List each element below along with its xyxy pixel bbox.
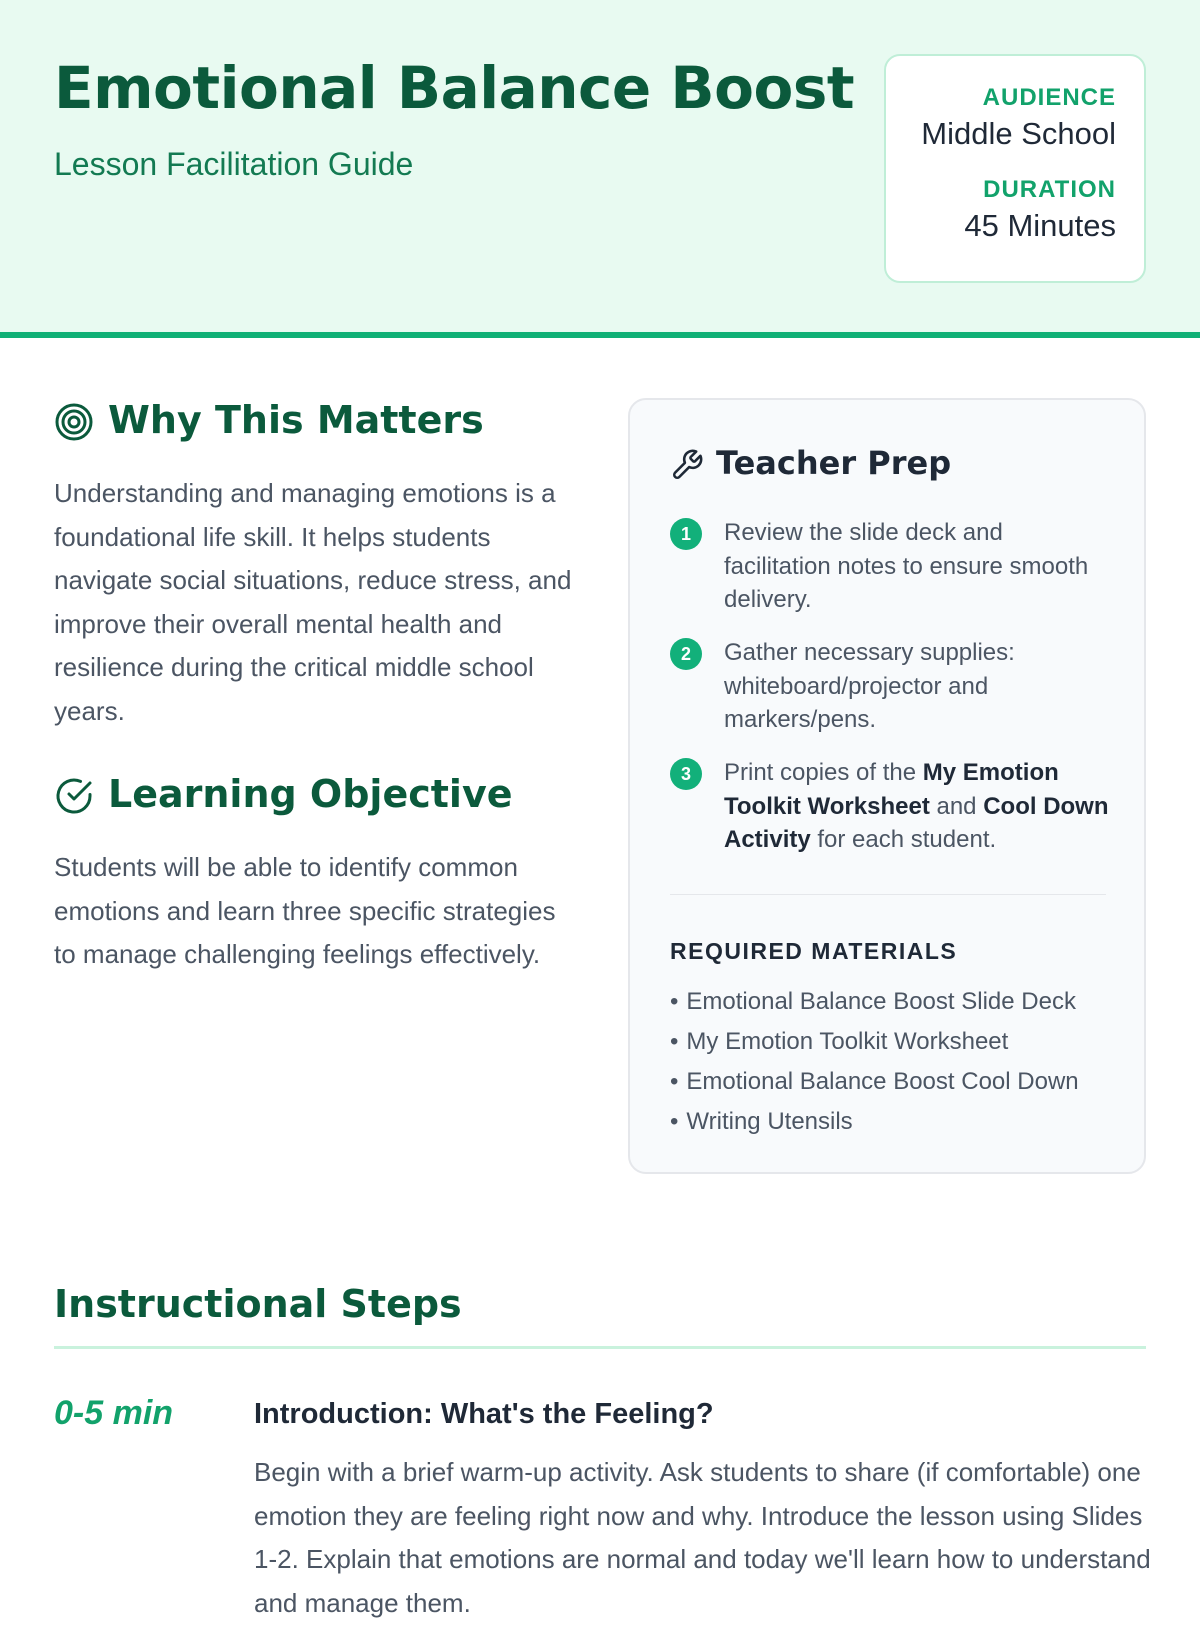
list-item: • Emotional Balance Boost Cool Down	[670, 1062, 1079, 1102]
why-text: Understanding and managing emotions is a foundational life skill. It helps students navigate social situations, reduce stress, and improve their overall mental health and resilience during the critical middle school years.	[54, 478, 572, 726]
step-title: Introduction: What's the Feeling?	[254, 1398, 714, 1430]
prep-step-text: Review the slide deck and facilitation notes to ensure smooth delivery.	[724, 519, 1089, 613]
step-number-badge: 1	[670, 518, 702, 550]
activity-name: Cool Down Activity	[724, 792, 1109, 853]
step-number-badge: 3	[670, 758, 702, 790]
objective-heading-text: Learning Objective	[108, 772, 513, 816]
header-banner	[0, 0, 1200, 338]
list-item: • Emotional Balance Boost Slide Deck	[670, 982, 1079, 1022]
prep-step-text: Gather necessary supplies: whiteboard/projector and markers/pens.	[724, 639, 1015, 733]
prep-heading-text: Teacher Prep	[716, 444, 952, 482]
list-item: • My Emotion Toolkit Worksheet	[670, 1022, 1079, 1062]
audience-value: Middle School	[921, 116, 1116, 151]
audience-label: AUDIENCE	[982, 84, 1116, 111]
materials-heading: REQUIRED MATERIALS	[670, 938, 958, 964]
prep-step-text: Print copies of the My Emotion Toolkit Worksheet and Cool Down Activity for each student.	[724, 759, 1109, 853]
instructional-steps-heading: Instructional Steps	[54, 1282, 462, 1326]
page-subtitle: Lesson Facilitation Guide	[54, 146, 414, 182]
step-number-badge: 2	[670, 638, 702, 670]
worksheet-name: My Emotion Toolkit Worksheet	[724, 759, 1059, 820]
divider	[670, 894, 1106, 895]
target-icon	[54, 402, 94, 442]
teacher-prep-card	[628, 398, 1146, 1174]
why-heading-text: Why This Matters	[108, 398, 484, 442]
divider	[54, 1346, 1146, 1349]
page-title: Emotional Balance Boost	[54, 54, 855, 122]
materials-list	[670, 982, 1079, 1142]
wrench-icon	[670, 448, 704, 482]
step-time: 0-5 min	[54, 1394, 174, 1432]
check-circle-icon	[54, 776, 94, 816]
objective-text: Students will be able to identify common emotions and learn three specific strategies to manage challenging feelings effectively.	[54, 852, 556, 969]
duration-value: 45 Minutes	[964, 208, 1116, 243]
duration-label: DURATION	[983, 176, 1116, 203]
step-description: Begin with a brief warm-up activity. Ask students to share (if comfortable) one emotion they are feeling right now and why. Introduce the lesson using Slides 1-2. Explain that emotions are normal and today we'll learn how to understand and manage them.	[254, 1457, 1151, 1618]
list-item: • Writing Utensils	[670, 1102, 1079, 1142]
lesson-meta-card	[884, 54, 1146, 283]
